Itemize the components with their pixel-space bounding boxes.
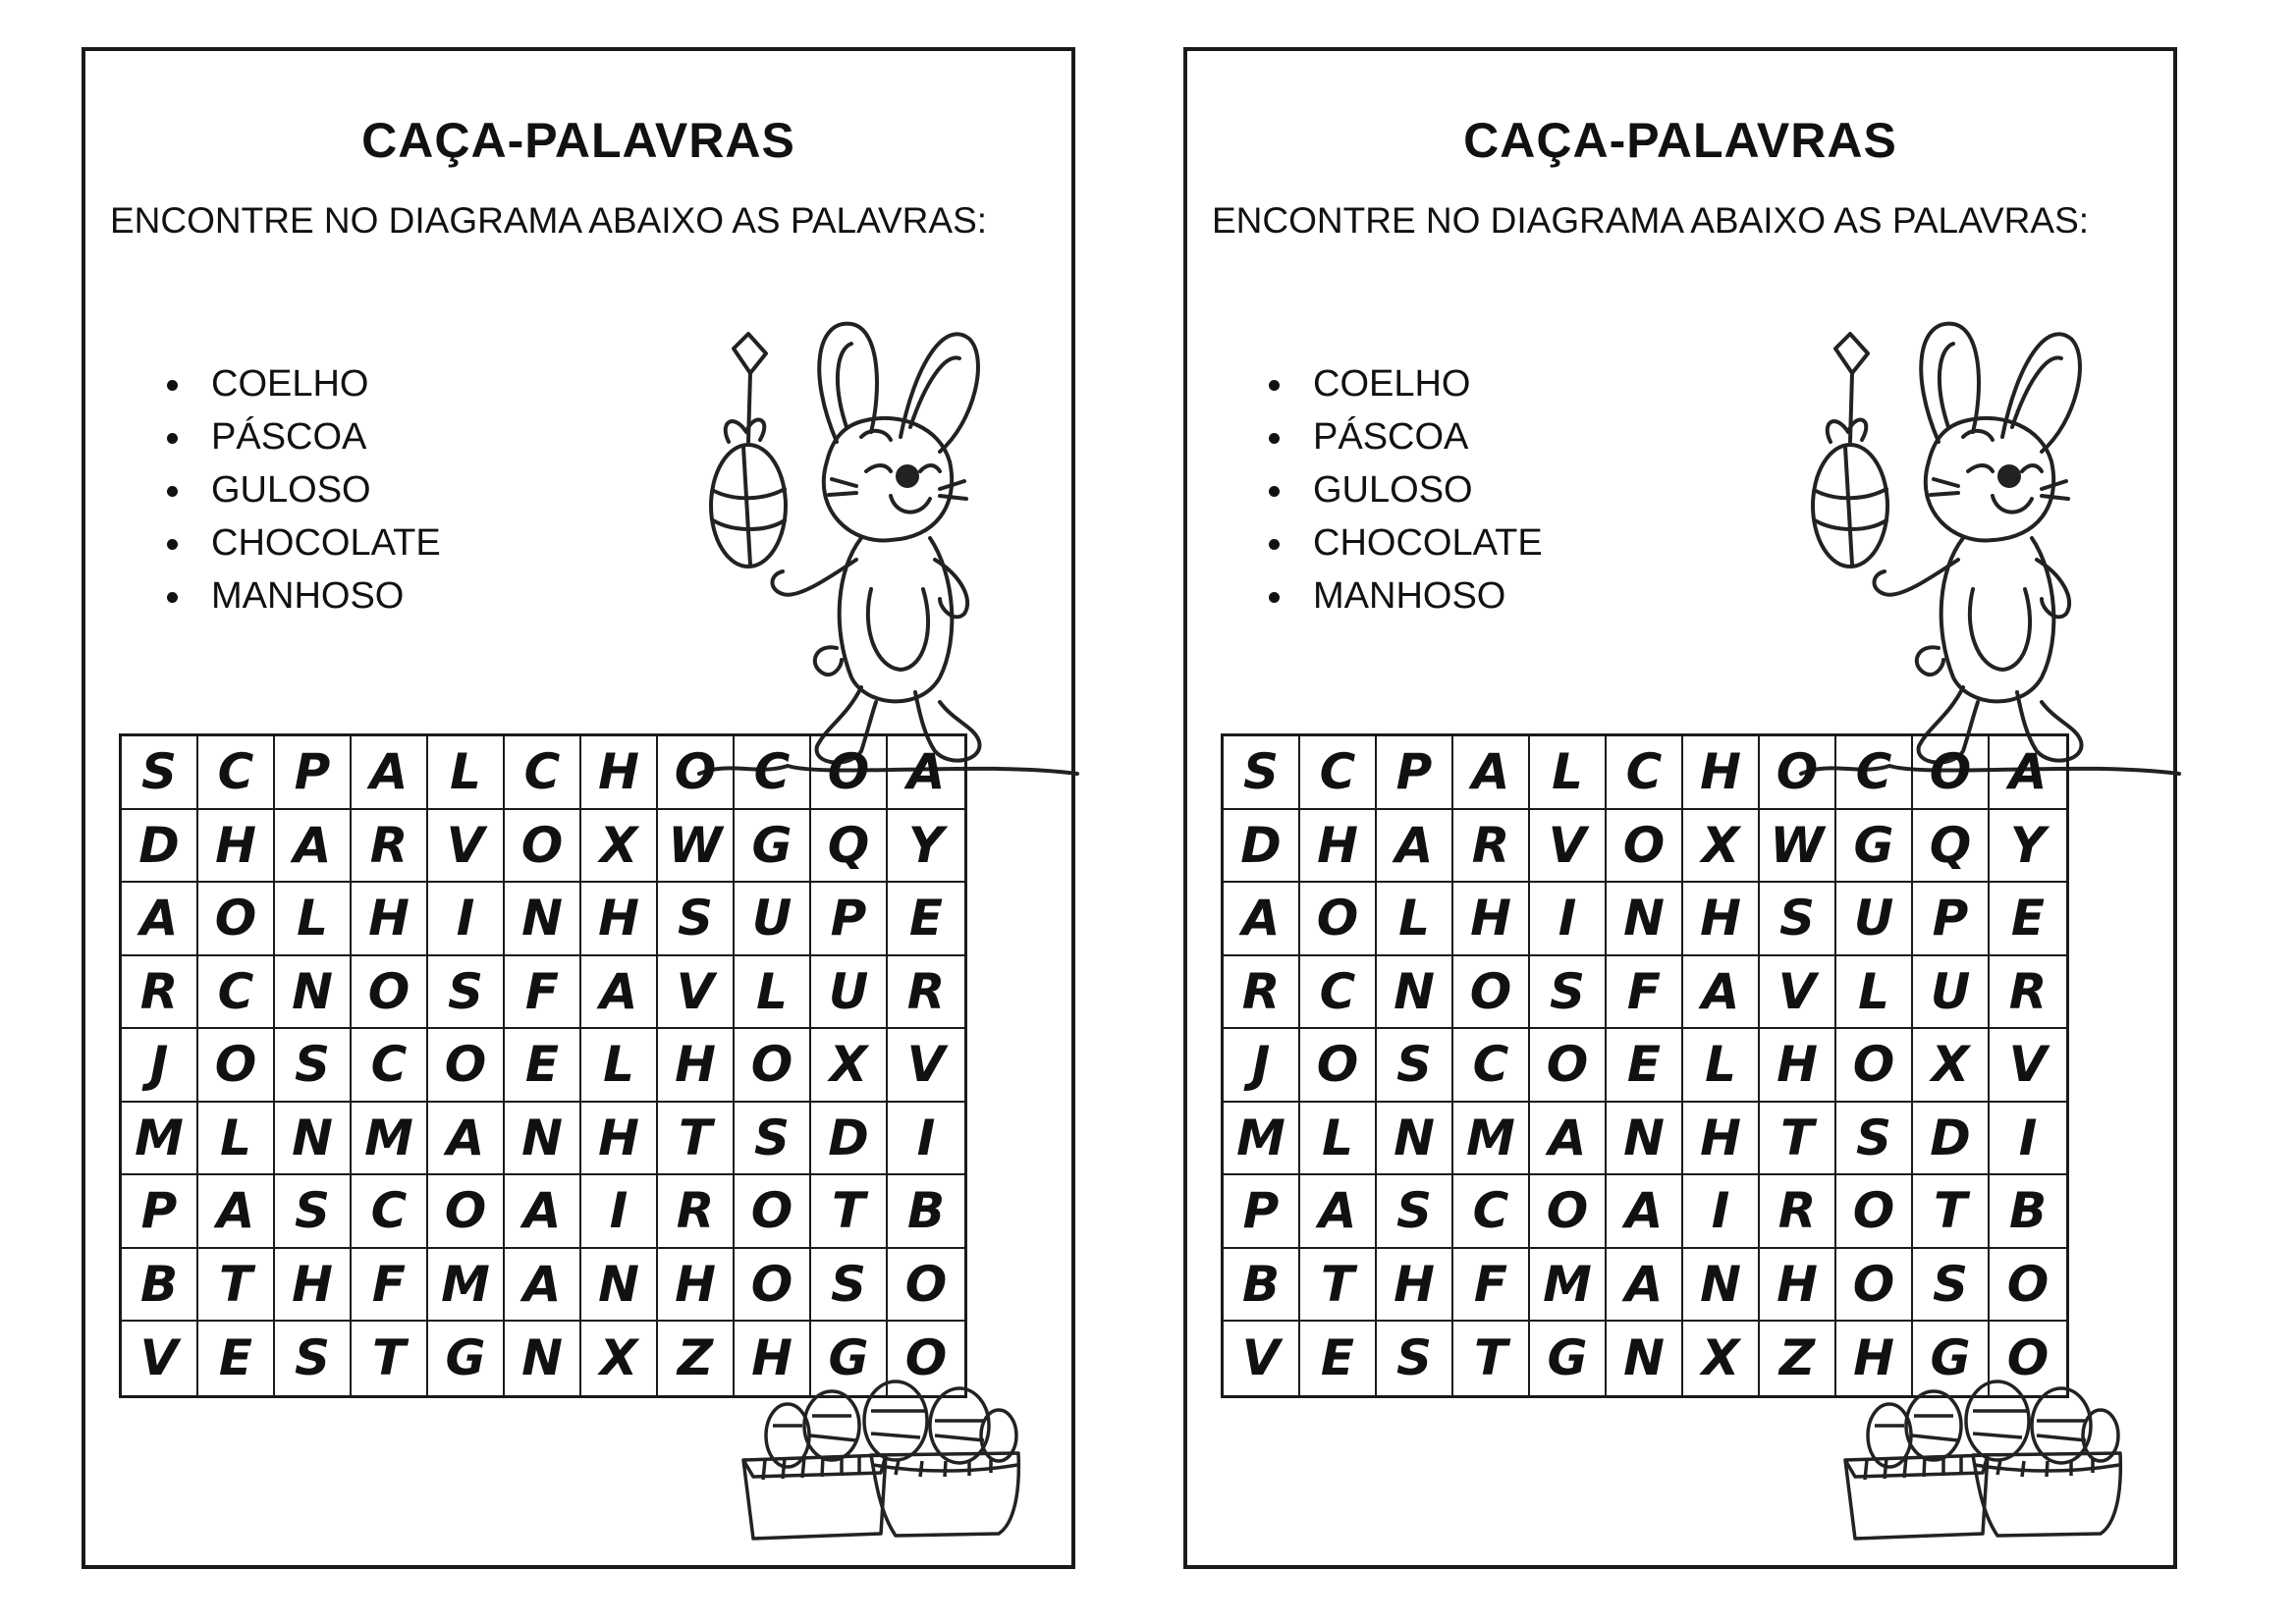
word-list-item: COELHO bbox=[1313, 357, 1543, 410]
grid-cell: G bbox=[1530, 1322, 1607, 1395]
grid-cell: T bbox=[658, 1103, 735, 1176]
grid-cell: F bbox=[1607, 956, 1683, 1030]
grid-cell: X bbox=[1913, 1029, 1990, 1103]
grid-cell: B bbox=[1990, 1175, 2066, 1249]
grid-cell: L bbox=[1836, 956, 1913, 1030]
grid-cell: L bbox=[1377, 883, 1453, 956]
grid-cell: X bbox=[581, 1322, 658, 1395]
grid-cell: R bbox=[1224, 956, 1300, 1030]
grid-cell: S bbox=[1377, 1322, 1453, 1395]
grid-cell: Q bbox=[811, 810, 888, 884]
grid-cell: H bbox=[275, 1249, 352, 1323]
grid-cell: C bbox=[198, 956, 275, 1030]
grid-cell: O bbox=[811, 736, 888, 810]
grid-cell: G bbox=[1913, 1322, 1990, 1395]
grid-cell: A bbox=[198, 1175, 275, 1249]
grid-cell: N bbox=[1683, 1249, 1760, 1323]
grid-cell: T bbox=[1453, 1322, 1530, 1395]
grid-cell: L bbox=[275, 883, 352, 956]
grid-cell: O bbox=[1913, 736, 1990, 810]
grid-cell: L bbox=[1530, 736, 1607, 810]
grid-cell: P bbox=[275, 736, 352, 810]
grid-cell: S bbox=[1836, 1103, 1913, 1176]
grid-cell: V bbox=[1990, 1029, 2066, 1103]
easter-basket-icon bbox=[1835, 1367, 2130, 1563]
grid-cell: P bbox=[1224, 1175, 1300, 1249]
grid-cell: D bbox=[1224, 810, 1300, 884]
grid-cell: L bbox=[198, 1103, 275, 1176]
grid-cell: S bbox=[658, 883, 735, 956]
grid-cell: L bbox=[428, 736, 505, 810]
worksheet-title: CAÇA-PALAVRAS bbox=[361, 113, 795, 168]
grid-cell: N bbox=[505, 1322, 581, 1395]
grid-cell: M bbox=[1530, 1249, 1607, 1323]
grid-cell: M bbox=[352, 1103, 428, 1176]
grid-cell: S bbox=[1530, 956, 1607, 1030]
grid-cell: C bbox=[735, 736, 811, 810]
bullet-icon bbox=[1269, 486, 1280, 497]
grid-cell: O bbox=[735, 1249, 811, 1323]
grid-cell: V bbox=[888, 1029, 964, 1103]
grid-cell: M bbox=[428, 1249, 505, 1323]
grid-cell: H bbox=[198, 810, 275, 884]
grid-cell: I bbox=[1530, 883, 1607, 956]
grid-cell: S bbox=[1377, 1029, 1453, 1103]
grid-cell: V bbox=[658, 956, 735, 1030]
word-list-item: GULOSO bbox=[1313, 463, 1543, 516]
grid-cell: H bbox=[1300, 810, 1377, 884]
word-list-item: GULOSO bbox=[211, 463, 441, 516]
word-list bbox=[211, 357, 441, 623]
grid-cell: W bbox=[658, 810, 735, 884]
grid-cell: X bbox=[581, 810, 658, 884]
grid-cell: S bbox=[735, 1103, 811, 1176]
grid-cell: O bbox=[2006, 1329, 2050, 1387]
grid-cell: O bbox=[1453, 956, 1530, 1030]
grid-cell: F bbox=[1453, 1249, 1530, 1323]
grid-cell: H bbox=[1683, 1103, 1760, 1176]
grid-cell: L bbox=[735, 956, 811, 1030]
grid-cell: R bbox=[1760, 1175, 1836, 1249]
grid-cell: P bbox=[1913, 883, 1990, 956]
grid-cell: L bbox=[581, 1029, 658, 1103]
grid-cell: C bbox=[1453, 1029, 1530, 1103]
grid-cell: I bbox=[581, 1175, 658, 1249]
grid-cell: S bbox=[811, 1249, 888, 1323]
grid-cell: M bbox=[1453, 1103, 1530, 1176]
grid-cell: C bbox=[1300, 956, 1377, 1030]
grid-cell: G bbox=[811, 1322, 888, 1395]
grid-cell: X bbox=[1683, 1322, 1760, 1395]
grid-cell: C bbox=[1300, 736, 1377, 810]
grid-cell: O bbox=[1607, 810, 1683, 884]
grid-cell: J bbox=[1224, 1029, 1300, 1103]
grid-cell: N bbox=[275, 1103, 352, 1176]
grid-cell: O bbox=[1836, 1249, 1913, 1323]
grid-cell: C bbox=[1453, 1175, 1530, 1249]
grid-cell: A bbox=[1224, 883, 1300, 956]
grid-cell: T bbox=[1300, 1249, 1377, 1323]
grid-cell: E bbox=[888, 883, 964, 956]
grid-cell: E bbox=[1300, 1322, 1377, 1395]
bullet-icon bbox=[1269, 539, 1280, 550]
grid-cell: Y bbox=[888, 810, 964, 884]
grid-cell: A bbox=[1990, 736, 2066, 810]
grid-cell: H bbox=[1683, 736, 1760, 810]
grid-cell: H bbox=[1760, 1249, 1836, 1323]
grid-cell: V bbox=[122, 1322, 198, 1395]
grid-cell: Z bbox=[658, 1322, 735, 1395]
grid-cell: G bbox=[428, 1322, 505, 1395]
grid-cell: H bbox=[658, 1249, 735, 1323]
grid-cell: O bbox=[888, 1249, 964, 1323]
word-list-item: CHOCOLATE bbox=[1313, 516, 1543, 569]
grid-cell: D bbox=[1913, 1103, 1990, 1176]
worksheet-right bbox=[1183, 47, 2177, 1569]
grid-cell: H bbox=[581, 883, 658, 956]
grid-cell: A bbox=[505, 1175, 581, 1249]
grid-cell: P bbox=[811, 883, 888, 956]
grid-cell: T bbox=[1913, 1175, 1990, 1249]
word-list bbox=[1313, 357, 1543, 623]
bullet-icon bbox=[1269, 380, 1280, 391]
grid-cell: I bbox=[1990, 1103, 2066, 1176]
word-list-item: CHOCOLATE bbox=[211, 516, 441, 569]
grid-cell: S bbox=[275, 1322, 352, 1395]
bullet-icon bbox=[1269, 592, 1280, 603]
grid-cell: O bbox=[735, 1029, 811, 1103]
grid-cell: B bbox=[1224, 1249, 1300, 1323]
grid-cell: P bbox=[1377, 736, 1453, 810]
grid-cell: A bbox=[1453, 736, 1530, 810]
grid-cell: I bbox=[888, 1103, 964, 1176]
grid-cell: A bbox=[505, 1249, 581, 1323]
grid-cell: H bbox=[1760, 1029, 1836, 1103]
grid-cell: N bbox=[505, 1103, 581, 1176]
grid-cell: S bbox=[1224, 736, 1300, 810]
grid-cell: S bbox=[122, 736, 198, 810]
grid-cell: R bbox=[1453, 810, 1530, 884]
grid-cell: O bbox=[1530, 1175, 1607, 1249]
grid-cell: U bbox=[735, 883, 811, 956]
bunny-icon bbox=[689, 314, 1082, 776]
grid-cell: E bbox=[198, 1322, 275, 1395]
grid-cell: N bbox=[581, 1249, 658, 1323]
grid-cell: S bbox=[275, 1029, 352, 1103]
grid-cell: S bbox=[428, 956, 505, 1030]
grid-cell: R bbox=[658, 1175, 735, 1249]
grid-cell: N bbox=[505, 883, 581, 956]
grid-cell: H bbox=[1836, 1322, 1913, 1395]
grid-cell: R bbox=[888, 956, 964, 1030]
grid-cell: A bbox=[1607, 1175, 1683, 1249]
grid-cell: S bbox=[1760, 883, 1836, 956]
grid-cell: O bbox=[428, 1175, 505, 1249]
grid-cell: T bbox=[811, 1175, 888, 1249]
grid-cell: O bbox=[1760, 736, 1836, 810]
grid-cell: L bbox=[1683, 1029, 1760, 1103]
grid-cell: Q bbox=[1913, 810, 1990, 884]
grid-cell: N bbox=[1607, 1322, 1683, 1395]
grid-cell: N bbox=[1607, 883, 1683, 956]
grid-cell: H bbox=[658, 1029, 735, 1103]
grid-cell: U bbox=[811, 956, 888, 1030]
grid-cell: U bbox=[1836, 883, 1913, 956]
grid-cell: E bbox=[505, 1029, 581, 1103]
word-list-item: PÁSCOA bbox=[1313, 410, 1543, 463]
word-list-item: PÁSCOA bbox=[211, 410, 441, 463]
grid-cell: H bbox=[581, 1103, 658, 1176]
grid-cell: O bbox=[1300, 883, 1377, 956]
grid-cell: O bbox=[1990, 1249, 2066, 1323]
grid-cell: R bbox=[1990, 956, 2066, 1030]
grid-cell: O bbox=[1836, 1175, 1913, 1249]
word-list-item: COELHO bbox=[211, 357, 441, 410]
grid-cell: E bbox=[1990, 883, 2066, 956]
worksheet-left bbox=[82, 47, 1075, 1569]
grid-cell: A bbox=[581, 956, 658, 1030]
grid-cell: N bbox=[1607, 1103, 1683, 1176]
bullet-icon bbox=[167, 539, 178, 550]
grid-cell: P bbox=[122, 1175, 198, 1249]
grid-cell: A bbox=[1683, 956, 1760, 1030]
grid-cell: O bbox=[352, 956, 428, 1030]
grid-cell: J bbox=[122, 1029, 198, 1103]
word-list-item: MANHOSO bbox=[211, 569, 441, 623]
grid-cell: S bbox=[1377, 1175, 1453, 1249]
grid-cell: Y bbox=[1990, 810, 2066, 884]
grid-cell: B bbox=[122, 1249, 198, 1323]
grid-cell: A bbox=[888, 736, 964, 810]
word-list-item: MANHOSO bbox=[1313, 569, 1543, 623]
grid-cell: V bbox=[1530, 810, 1607, 884]
worksheet-instruction: ENCONTRE NO DIAGRAMA ABAIXO AS PALAVRAS: bbox=[110, 200, 988, 241]
grid-cell: C bbox=[352, 1175, 428, 1249]
grid-cell: G bbox=[735, 810, 811, 884]
grid-cell: A bbox=[275, 810, 352, 884]
grid-cell: O bbox=[735, 1175, 811, 1249]
word-search-grid bbox=[119, 733, 967, 1398]
grid-cell: I bbox=[1683, 1175, 1760, 1249]
bullet-icon bbox=[167, 592, 178, 603]
grid-cell: X bbox=[1683, 810, 1760, 884]
grid-cell: C bbox=[1607, 736, 1683, 810]
grid-cell: H bbox=[1453, 883, 1530, 956]
grid-cell: N bbox=[275, 956, 352, 1030]
grid-cell: C bbox=[352, 1029, 428, 1103]
grid-cell: L bbox=[1300, 1103, 1377, 1176]
grid-cell: F bbox=[352, 1249, 428, 1323]
grid-cell: I bbox=[428, 883, 505, 956]
easter-basket-icon bbox=[734, 1367, 1028, 1563]
grid-cell: S bbox=[275, 1175, 352, 1249]
grid-cell: O bbox=[505, 810, 581, 884]
grid-cell: O bbox=[1300, 1029, 1377, 1103]
word-search-grid bbox=[1221, 733, 2069, 1398]
grid-cell: D bbox=[122, 810, 198, 884]
bullet-icon bbox=[167, 380, 178, 391]
grid-cell: C bbox=[198, 736, 275, 810]
grid-cell: W bbox=[1760, 810, 1836, 884]
grid-cell: O bbox=[428, 1029, 505, 1103]
grid-cell: M bbox=[1224, 1103, 1300, 1176]
bullet-icon bbox=[167, 486, 178, 497]
grid-cell: A bbox=[428, 1103, 505, 1176]
grid-cell: H bbox=[1377, 1249, 1453, 1323]
grid-cell: A bbox=[1530, 1103, 1607, 1176]
grid-cell: V bbox=[1224, 1322, 1300, 1395]
bullet-icon bbox=[1269, 433, 1280, 444]
grid-cell: O bbox=[658, 736, 735, 810]
grid-cell: A bbox=[352, 736, 428, 810]
grid-cell: X bbox=[811, 1029, 888, 1103]
grid-cell: N bbox=[1377, 956, 1453, 1030]
grid-cell: A bbox=[122, 883, 198, 956]
bullet-icon bbox=[167, 433, 178, 444]
grid-cell: D bbox=[811, 1103, 888, 1176]
grid-cell: M bbox=[122, 1103, 198, 1176]
grid-cell: V bbox=[428, 810, 505, 884]
grid-cell: H bbox=[1683, 883, 1760, 956]
grid-cell: A bbox=[1607, 1249, 1683, 1323]
grid-cell: E bbox=[1607, 1029, 1683, 1103]
grid-cell: T bbox=[352, 1322, 428, 1395]
worksheet-instruction: ENCONTRE NO DIAGRAMA ABAIXO AS PALAVRAS: bbox=[1212, 200, 2090, 241]
grid-cell: N bbox=[1377, 1103, 1453, 1176]
grid-cell: O bbox=[904, 1329, 948, 1387]
grid-cell: G bbox=[1836, 810, 1913, 884]
grid-cell: V bbox=[1760, 956, 1836, 1030]
worksheet-title: CAÇA-PALAVRAS bbox=[1463, 113, 1897, 168]
grid-cell: H bbox=[352, 883, 428, 956]
grid-cell: T bbox=[1760, 1103, 1836, 1176]
grid-cell: O bbox=[198, 1029, 275, 1103]
grid-cell: A bbox=[1377, 810, 1453, 884]
grid-cell: C bbox=[505, 736, 581, 810]
grid-cell: U bbox=[1913, 956, 1990, 1030]
bunny-icon bbox=[1791, 314, 2184, 776]
grid-cell: T bbox=[198, 1249, 275, 1323]
grid-cell: C bbox=[1836, 736, 1913, 810]
grid-cell: B bbox=[888, 1175, 964, 1249]
grid-cell: O bbox=[198, 883, 275, 956]
grid-cell: R bbox=[352, 810, 428, 884]
grid-cell: R bbox=[122, 956, 198, 1030]
grid-cell: O bbox=[1836, 1029, 1913, 1103]
grid-cell: F bbox=[505, 956, 581, 1030]
grid-cell: A bbox=[1300, 1175, 1377, 1249]
grid-cell: H bbox=[581, 736, 658, 810]
grid-cell: Z bbox=[1760, 1322, 1836, 1395]
grid-cell: S bbox=[1913, 1249, 1990, 1323]
grid-cell: H bbox=[735, 1322, 811, 1395]
grid-cell: O bbox=[1530, 1029, 1607, 1103]
